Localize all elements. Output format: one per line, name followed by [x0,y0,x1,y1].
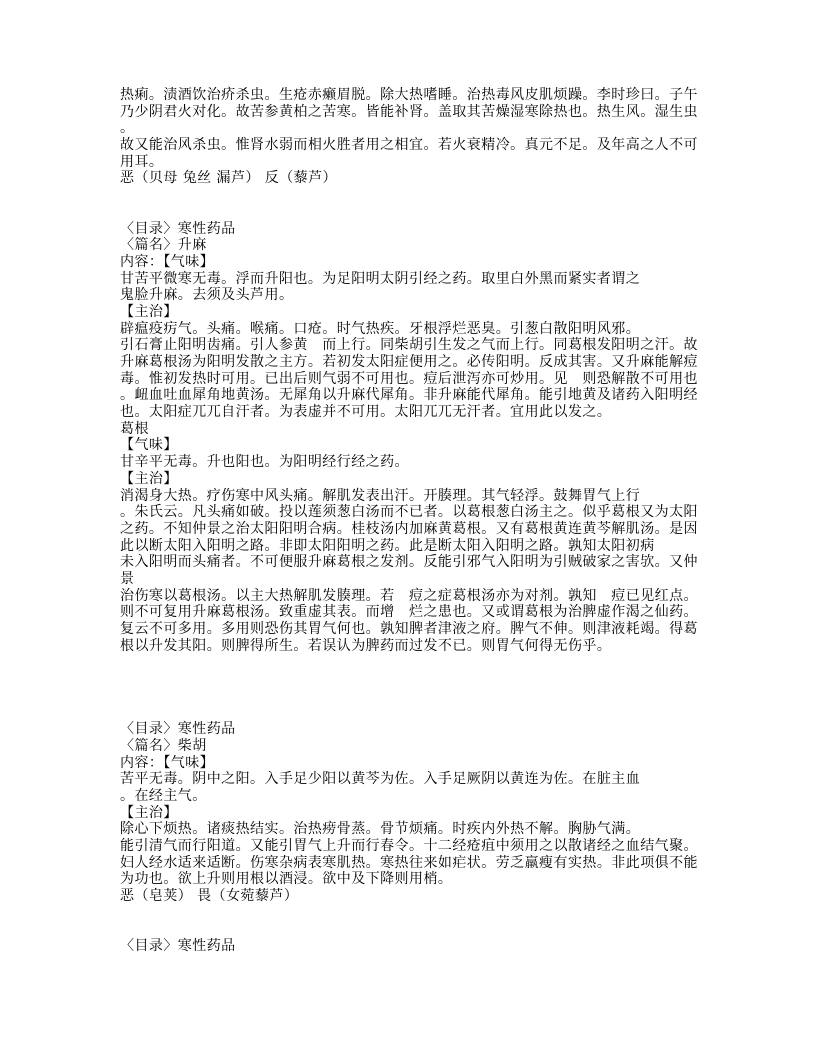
document-body [120,87,702,955]
text-line: 毒。惟初发热时可用。已出后则气弱不可用也。痘后泄泻亦可炒用。见 则恐解散不可用也 [120,370,698,387]
text-line: 根以升发其阳。则脾得所生。若误认为脾药而过发不已。则胃气何得无伤乎。 [120,637,612,654]
text-line: 消渴身大热。疗伤寒中风头痛。解肌发表出汗。开腠理。其气轻浮。鼓舞胃气上行 [120,487,641,504]
text-line: 此以断太阳入阳明之路。非即太阳阳明之药。此是断太阳入阳明之路。孰知太阳初病 [120,537,655,554]
text-line: 〈篇名〉升麻 [120,237,207,254]
blank-line [120,704,702,721]
text-line: 【主治】 [120,303,178,320]
text-line: 甘苦平微寒无毒。浮而升阳也。为足阳明太阴引经之药。取里白外黑而紧实者谓之 [120,270,641,287]
blank-line [120,187,702,204]
text-line: 升麻葛根汤为阳明发散之主方。若初发太阳症便用之。必传阳明。反成其害。又升麻能解痘 [120,354,698,370]
blank-line [120,921,702,938]
text-line: 〈目录〉寒性药品 [120,220,236,237]
blank-line [120,688,702,705]
blank-line [120,204,702,221]
text-line: 妇人经水适来适断。伤寒杂病表寒肌热。寒热往来如疟状。劳乏羸瘦有实热。非此项俱不能 [120,854,698,871]
text-line: 引石膏止阳明齿痛。引人参黄 而上行。同柴胡引生发之气而上行。同葛根发阳明之汗。故 [120,337,698,354]
text-line: 热痢。渍酒饮治疥杀虫。生疮赤癞眉脱。除大热嗜睡。治热毒风皮肌烦躁。李时珍曰。子午 [120,87,698,103]
text-line: 【主治】 [120,804,178,821]
text-line: 除心下烦热。诸痰热结实。治热痨骨蒸。骨节烦痛。时疾内外热不解。胸胁气满。 [120,821,641,838]
text-line: 鬼脸升麻。去须及头芦用。 [120,287,294,304]
blank-line [120,654,702,671]
text-line: 也。太阳症兀兀自汗者。为表虚并不可用。太阳兀兀无汗者。宜用此以发之。 [120,404,612,421]
text-line: 苦平无毒。阴中之阳。入手足少阳以黄芩为佐。入手足厥阴以黄连为佐。在脏主血 [120,771,641,788]
text-line: 【气味】 [120,437,178,454]
text-line: 辟瘟疫疠气。头痛。喉痛。口疮。时气热疾。牙根浮烂恶臭。引葱白散阳明风邪。 [120,320,641,337]
text-line: 景 [120,570,135,587]
text-line: 乃少阴君火对化。故苦参黄柏之苦寒。皆能补肾。盖取其苦燥湿寒除热也。热生风。湿生虫 [120,103,698,120]
blank-line [120,671,702,688]
text-line: 。 [120,120,135,137]
text-line: 内容：【气味】 [120,253,215,270]
text-line: 。朱氏云。凡头痛如破。投以莲须葱白汤而不已者。以葛根葱白汤主之。似乎葛根又为太阳 [120,504,698,521]
text-line: 〈目录〉寒性药品 [120,721,236,738]
text-line: 甘辛平无毒。升也阳也。为阳明经行经之药。 [120,454,409,471]
text-line: 内容：【气味】 [120,754,215,771]
text-line: 则不可复用升麻葛根汤。致重虚其表。而增 烂之患也。又或谓葛根为治脾虚作渴之仙药。 [120,604,698,621]
text-line: 治伤寒以葛根汤。以主大热解肌发腠理。若 痘之症葛根汤亦为对剂。孰知 痘已见红点。 [120,587,698,604]
text-line: 〈篇名〉柴胡 [120,737,207,754]
text-line: 恶（贝母 兔丝 漏芦） 反（藜芦） [120,170,337,187]
text-line: 为功也。欲上升则用根以酒浸。欲中及下降则用梢。 [120,871,453,888]
text-line: 能引清气而行阳道。又能引胃气上升而行春令。十二经疮疽中须用之以散诸经之血结气聚。 [120,837,698,854]
text-line: 之药。不知仲景之治太阳阳明合病。桂枝汤内加麻黄葛根。又有葛根黄连黄芩解肌汤。是因 [120,520,698,537]
text-line: 。衄血吐血犀角地黄汤。无犀角以升麻代犀角。非升麻能代犀角。能引地黄及诸药入阳明经 [120,387,698,404]
text-line: 未入阳明而头痛者。不可便服升麻葛根之发剂。反能引邪气入阳明为引贼破家之害欤。又仲 [120,554,698,571]
text-line: 故又能治风杀虫。惟肾水弱而相火胜者用之相宜。若火衰精冷。真元不足。及年高之人不可 [120,137,698,154]
text-line: 【主治】 [120,470,178,487]
text-line: 〈目录〉寒性药品 [120,938,236,955]
text-line: 。在经主气。 [120,787,207,804]
text-line: 恶（皂荚） 畏（女菀藜芦） [120,888,299,904]
blank-line [120,905,702,922]
text-line: 用耳。 [120,153,164,170]
text-line: 复云不可多用。多用则恐伤其胃气何也。孰知脾者津液之府。脾气不伸。则津液耗竭。得葛 [120,621,698,637]
text-line: 葛根 [120,420,149,437]
